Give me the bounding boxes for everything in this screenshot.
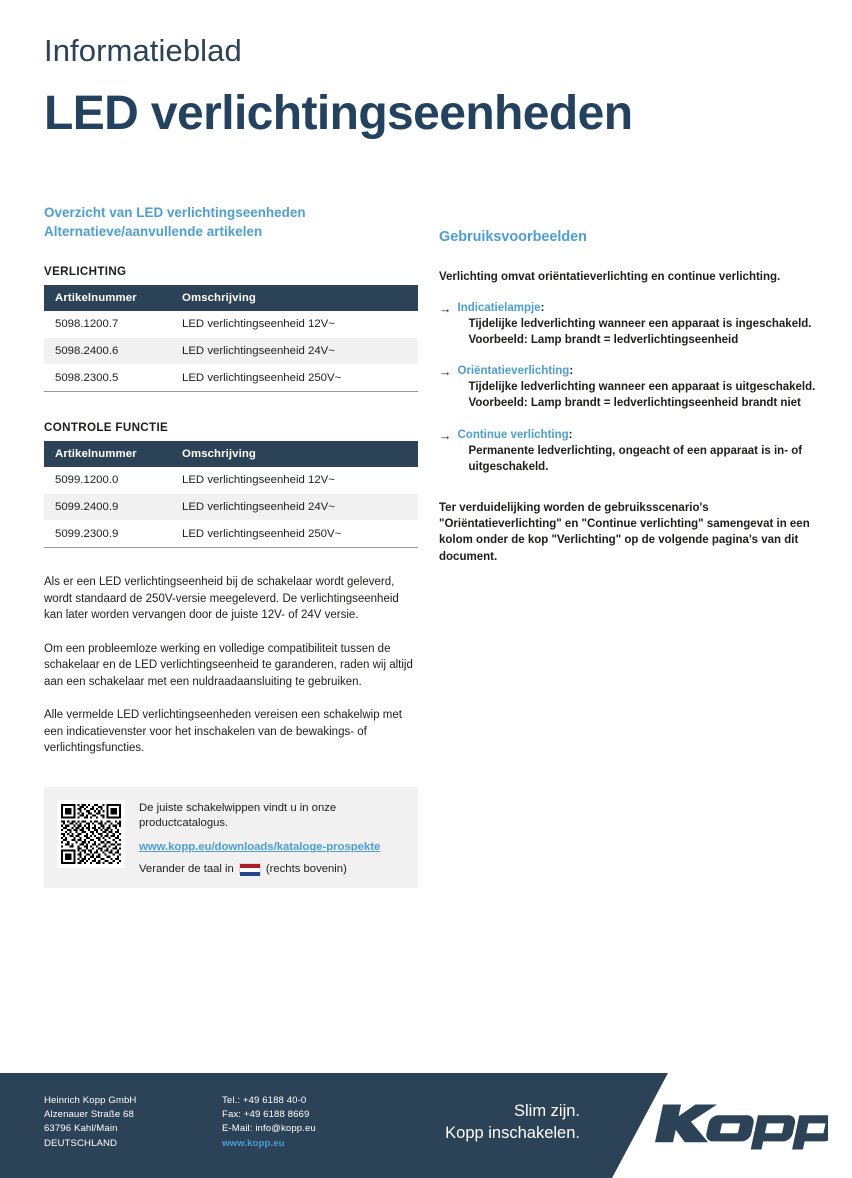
left-section-title-line1: Overzicht van LED verlichtingseenheden [44,205,306,220]
right-column [439,228,819,565]
page-title: LED verlichtingseenheden [44,87,633,141]
use-case-label: Indicatielampje [457,301,541,314]
catalog-link[interactable]: www.kopp.eu/downloads/kataloge-prospekte [139,841,381,854]
column-header-artikelnummer: Artikelnummer [44,441,171,467]
use-case-line: Tijdelijke ledverlichting wanneer een apparaat is ingeschakeld. [468,317,812,330]
table-caption-verlichting: VERLICHTING [44,265,127,278]
right-intro-text: Verlichting omvat oriëntatieverlichting en continue verlichting. [439,270,781,283]
cell-artikelnummer: 5098.2400.6 [44,338,171,365]
page-footer [0,1073,852,1178]
document-header [44,34,804,141]
cell-omschrijving: LED verlichtingseenheid 12V~ [171,467,418,494]
column-header-omschrijving: Omschrijving [171,441,418,467]
footer-slogan-line-1: Slim zijn. [513,1102,580,1120]
cell-omschrijving: LED verlichtingseenheid 24V~ [171,338,418,365]
footer-slogan [380,1100,580,1145]
cell-artikelnummer: 5098.1200.7 [44,311,171,338]
catalog-qr-callout [44,787,418,889]
footer-tel: Tel.: +49 6188 40-0 [222,1095,307,1106]
right-section-title: Gebruiksvoorbeelden [439,229,587,245]
footer-address [44,1094,136,1151]
table-row [44,521,418,548]
footer-slogan-line-2: Kopp inschakelen. [445,1124,580,1143]
articles-table-verlichting [44,285,418,392]
arrow-right-icon: → [439,365,452,380]
table-row [44,311,418,338]
qr-callout-text [139,800,380,876]
cell-omschrijving: LED verlichtingseenheid 24V~ [171,494,418,521]
footer-street: Alzenauer Straße 68 [44,1109,134,1121]
footer-email: E-Mail: info@kopp.eu [222,1123,316,1135]
cell-omschrijving: LED verlichtingseenheid 12V~ [171,311,418,338]
footer-city: 63796 Kahl/Main [44,1123,118,1135]
qr-text-line-2: productcatalogus. [139,817,229,830]
table-row [44,467,418,494]
right-closing-paragraph: Ter verduidelijking worden de gebruiksscenario's "Oriëntatieverlichting" en "Continue verlichting" samengevat in een kolom onder de kop "Verlichting" op de volgende pagina's van dit document. [439,501,810,563]
left-column [44,204,418,888]
body-paragraph-2: Om een probleemloze werking en volledige compatibiliteit tussen de schakelaar en de LED verlichtingseenheid te garanderen, raden wij altijd aan een schakelaar met een nuldraadaansluiting te gebruiken. [44,642,413,688]
articles-table-controle-functie [44,441,418,548]
use-case-item: → Indicatielampje: Tijdelijke ledverlichting wanneer een apparaat is ingeschakeld. Voorbeeld: Lamp brandt = ledverlichtingseenheid [439,301,819,349]
table-row [44,494,418,521]
use-case-line: Voorbeeld: Lamp brandt = ledverlichtingseenheid brandt niet [468,397,801,410]
arrow-right-icon: → [439,301,452,316]
footer-country: DEUTSCHLAND [44,1137,118,1149]
body-paragraph-3: Alle vermelde LED verlichtingseenheden vereisen een schakelwip met een indicatievenster voor het inschakelen van de bewakings- of verlichtingsfuncties. [44,709,402,755]
language-hint [139,863,380,875]
arrow-right-icon: → [439,428,452,443]
qr-text-line-1: De juiste schakelwippen vindt u in onze [139,801,337,814]
left-section-title [44,204,418,241]
cell-omschrijving: LED verlichtingseenheid 250V~ [171,365,418,392]
footer-website-link[interactable]: www.kopp.eu [222,1137,285,1149]
table-header-row [44,285,418,311]
use-case-label: Oriëntatieverlichting [457,365,570,378]
language-hint-suffix: (rechts bovenin) [265,863,347,876]
cell-artikelnummer: 5099.1200.0 [44,467,171,494]
footer-company-name: Heinrich Kopp GmbH [44,1095,137,1106]
language-hint-prefix: Verander de taal in [139,863,234,876]
netherlands-flag-icon [239,863,261,875]
table-row [44,338,418,365]
cell-artikelnummer: 5098.2300.5 [44,365,171,392]
use-case-label: Continue verlichting [457,428,569,441]
use-case-line: Tijdelijke ledverlichting wanneer een apparaat is uitgeschakeld. [468,381,816,394]
footer-contact [222,1094,316,1151]
left-section-title-line2: Alternatieve/aanvullende artikelen [44,223,263,239]
column-header-omschrijving: Omschrijving [171,285,418,311]
use-case-line: Voorbeeld: Lamp brandt = ledverlichtingseenheid [468,333,739,346]
cell-artikelnummer: 5099.2300.9 [44,521,171,548]
use-case-line: Permanente ledverlichting, ongeacht of een apparaat is in- of [468,444,803,457]
table-row [44,365,418,392]
table-caption-controle-functie: CONTROLE FUNCTIE [44,421,169,434]
column-header-artikelnummer: Artikelnummer [44,285,171,311]
body-paragraph-1: Als er een LED verlichtingseenheid bij de schakelaar wordt geleverd, wordt standaard de 250V-versie meegeleverd. De verlichtingseenheid kan later worden vervangen door de juiste 12V- of 24V versie. [44,576,399,622]
table-header-row [44,441,418,467]
use-case-line: uitgeschakeld. [468,460,549,473]
cell-omschrijving: LED verlichtingseenheid 250V~ [171,521,418,548]
use-case-item: → Oriëntatieverlichting: Tijdelijke ledverlichting wanneer een apparaat is uitgeschakeld. Voorbeeld: Lamp brandt = ledverlichtingseenheid brandt niet [439,364,819,412]
use-case-item: → Continue verlichting: Permanente ledverlichting, ongeacht of een apparaat is in- of uitgeschakeld. [439,428,819,476]
footer-fax: Fax: +49 6188 8669 [222,1109,310,1121]
document-kicker: Informatieblad [44,33,242,68]
cell-artikelnummer: 5099.2400.9 [44,494,171,521]
qr-code-icon[interactable] [57,800,125,868]
kopp-logo [648,1099,828,1155]
